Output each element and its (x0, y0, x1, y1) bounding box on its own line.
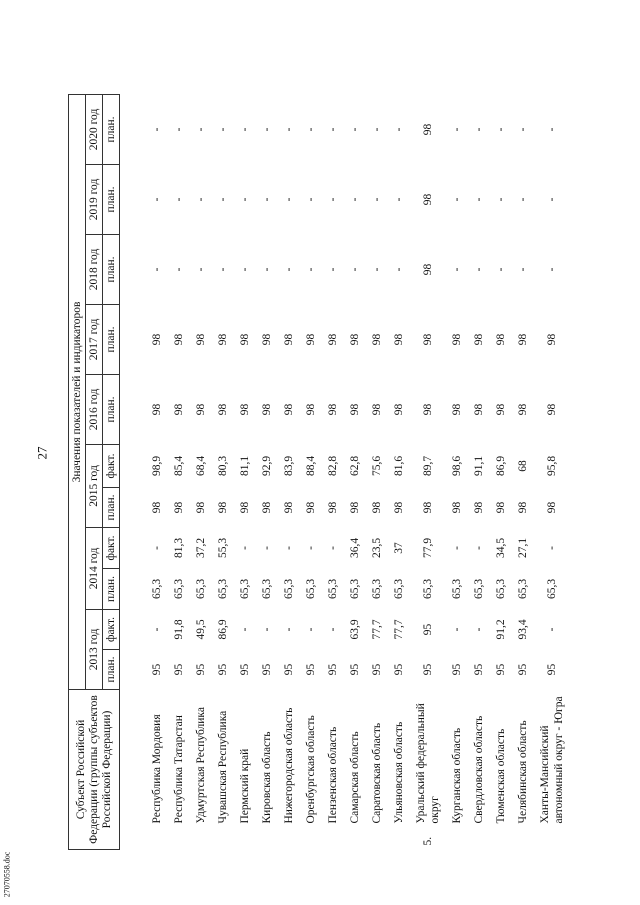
plan-header: план. (103, 568, 120, 609)
value-cell: - (239, 197, 251, 202)
value-cell: 55,3 (217, 537, 229, 559)
value-cell: 98 (151, 333, 163, 346)
table-row (300, 24, 322, 849)
value-cell: 98 (239, 403, 251, 416)
table-row (234, 24, 256, 849)
table-row (534, 24, 570, 849)
value-cell: 98 (422, 333, 434, 346)
value-cell: - (451, 197, 463, 202)
plan-header: план. (103, 487, 120, 527)
table-row (410, 24, 446, 849)
region-name: Свердловская область (473, 715, 485, 824)
value-cell: - (451, 127, 463, 132)
value-cell: 86,9 (217, 619, 229, 640)
value-cell: 98 (173, 403, 185, 416)
value-cell: 95 (451, 663, 463, 676)
row-padding (146, 24, 168, 94)
year-2014-header: 2014 год (86, 527, 103, 609)
value-cell: 98 (451, 403, 463, 416)
value-cell: - (195, 127, 207, 132)
value-cell: 98 (261, 501, 273, 514)
value-cell: 95 (327, 663, 339, 676)
year-2020-header: 2020 год (86, 94, 103, 164)
value-cell: 98 (217, 333, 229, 346)
value-cell: 98 (517, 403, 529, 416)
value-cell: 82,8 (327, 455, 339, 477)
region-name: Нижегородская область (283, 707, 295, 824)
region-name: Кировская область (261, 731, 273, 824)
value-cell: 95 (393, 663, 405, 676)
value-cell: 98 (517, 333, 529, 346)
value-cell: - (195, 267, 207, 272)
table-row (388, 24, 410, 849)
value-cell: 98 (349, 501, 361, 514)
region-name: Удмуртская Республика (195, 707, 207, 824)
value-cell: - (546, 197, 558, 202)
region-name: Уральский федеральный округ (415, 703, 441, 824)
value-cell: - (283, 267, 295, 272)
value-cell: 98 (393, 403, 405, 416)
value-cell: - (173, 267, 185, 272)
value-cell: 23,5 (371, 537, 383, 559)
value-cell: - (546, 267, 558, 272)
value-cell: 98 (371, 403, 383, 416)
value-cell: - (283, 546, 295, 550)
value-cell: 98 (173, 333, 185, 346)
value-cell: 98 (422, 263, 434, 276)
plan-header: план. (103, 304, 120, 374)
value-cell: 98 (495, 501, 507, 514)
value-cell: - (239, 267, 251, 272)
row-number (278, 828, 300, 850)
year-2016-header: 2016 год (86, 374, 103, 444)
value-cell: - (283, 627, 295, 632)
value-cell: 95 (473, 663, 485, 676)
value-cell: 98 (546, 333, 558, 346)
value-cell: - (349, 197, 361, 202)
value-cell: 65,3 (173, 578, 185, 600)
value-cell: - (151, 546, 163, 550)
value-cell: 37,2 (195, 537, 207, 559)
value-cell: 98 (451, 333, 463, 346)
table-row (446, 24, 468, 849)
value-cell: - (239, 546, 251, 550)
value-cell: 81,6 (393, 455, 405, 477)
row-number (168, 828, 190, 850)
table-row (322, 24, 344, 849)
row-padding (490, 24, 512, 94)
value-cell: 98 (393, 333, 405, 346)
value-cell: 98 (473, 501, 485, 514)
row-number (322, 828, 344, 850)
value-cell: 98 (305, 501, 317, 514)
row-number (534, 828, 570, 850)
row-number (490, 828, 512, 850)
value-cell: 63,9 (349, 619, 361, 640)
value-cell: 98 (305, 403, 317, 416)
subject-header: Субъект Российской Федерации (группы субъектов Российской Федерации) (69, 689, 120, 849)
value-cell: - (473, 127, 485, 132)
table-row (146, 24, 168, 849)
value-cell: 92,9 (261, 455, 273, 477)
value-cell: - (261, 627, 273, 632)
row-padding (344, 24, 366, 94)
value-cell: - (283, 127, 295, 132)
plan-header: план. (103, 649, 120, 689)
value-cell: 98 (327, 403, 339, 416)
row-padding (410, 24, 446, 94)
value-cell: 98 (495, 333, 507, 346)
value-cell: - (217, 197, 229, 202)
value-cell: 98 (422, 193, 434, 206)
row-padding (468, 24, 490, 94)
value-cell: 98 (495, 403, 507, 416)
value-cell: - (283, 197, 295, 202)
value-cell: 88,4 (305, 455, 317, 477)
value-cell: 98 (327, 333, 339, 346)
row-number (344, 828, 366, 850)
value-cell: 80,3 (217, 455, 229, 477)
value-cell: - (305, 627, 317, 632)
value-cell: - (517, 267, 529, 272)
value-cell: 98 (283, 333, 295, 346)
rotated-page (68, 25, 608, 850)
value-cell: 65,3 (473, 578, 485, 600)
row-padding (278, 24, 300, 94)
row-padding (300, 24, 322, 94)
value-cell: - (151, 267, 163, 272)
value-cell: 27,1 (517, 537, 529, 559)
value-cell: 98 (546, 501, 558, 514)
value-cell: 68,4 (195, 455, 207, 477)
row-number: 5. (422, 836, 434, 846)
value-cell: - (371, 267, 383, 272)
value-cell: - (546, 627, 558, 632)
value-cell: - (546, 546, 558, 550)
value-cell: - (473, 627, 485, 632)
value-cell: 98 (517, 501, 529, 514)
value-cell: 95 (283, 663, 295, 676)
row-padding (234, 24, 256, 94)
value-cell: 65,3 (217, 578, 229, 600)
value-cell: 65,3 (283, 578, 295, 600)
plan-header: план. (103, 94, 120, 164)
value-cell: 95 (151, 663, 163, 676)
year-2018-header: 2018 год (86, 234, 103, 304)
value-cell: 98 (217, 501, 229, 514)
value-cell: 65,3 (349, 578, 361, 600)
value-cell: 65,3 (371, 578, 383, 600)
value-cell: 65,3 (195, 578, 207, 600)
value-cell: - (195, 197, 207, 202)
value-cell: - (239, 627, 251, 632)
value-cell: - (327, 127, 339, 132)
table-row (278, 24, 300, 849)
value-cell: - (261, 546, 273, 550)
value-cell: - (239, 127, 251, 132)
region-name: Ульяновская область (393, 721, 405, 824)
document-footer: 27070558.doc (2, 851, 12, 898)
region-name: Ханты-Мансийский автономный округ - Югра (539, 696, 565, 824)
value-cell: - (151, 127, 163, 132)
value-cell: - (451, 546, 463, 550)
region-name: Пермский край (239, 748, 251, 824)
year-2019-header: 2019 год (86, 164, 103, 234)
row-number (256, 828, 278, 850)
value-cell: - (546, 127, 558, 132)
value-cell: 91,1 (473, 455, 485, 477)
value-cell: 98 (349, 333, 361, 346)
value-cell: 95 (217, 663, 229, 676)
value-cell: 65,3 (422, 578, 434, 600)
value-cell: 98 (151, 501, 163, 514)
value-cell: 95 (261, 663, 273, 676)
fact-header: факт. (103, 527, 120, 568)
value-cell: 91,8 (173, 619, 185, 640)
value-cell: - (327, 627, 339, 632)
region-name: Челябинская область (517, 720, 529, 824)
table-row (168, 24, 190, 849)
value-cell: 98 (239, 501, 251, 514)
value-cell: 37 (393, 542, 405, 554)
value-cell: 83,9 (283, 455, 295, 477)
value-cell: 85,4 (173, 455, 185, 477)
value-cell: 98 (195, 501, 207, 514)
value-cell: 93,4 (517, 619, 529, 640)
plan-header: план. (103, 234, 120, 304)
region-name: Республика Татарстан (173, 715, 185, 824)
value-cell: - (473, 267, 485, 272)
region-name: Самарская область (349, 731, 361, 824)
value-cell: 98 (371, 333, 383, 346)
value-cell: 95,8 (546, 455, 558, 477)
value-cell: 98 (261, 333, 273, 346)
value-cell: 98 (371, 501, 383, 514)
value-cell: - (349, 267, 361, 272)
table-row (212, 24, 234, 849)
value-cell: 77,9 (422, 537, 434, 559)
value-cell: 95 (349, 663, 361, 676)
region-name: Курганская область (451, 727, 463, 824)
value-cell: 95 (195, 663, 207, 676)
value-cell: 98 (473, 333, 485, 346)
value-cell: 95 (173, 663, 185, 676)
value-cell: 95 (305, 663, 317, 676)
value-cell: 77,7 (371, 619, 383, 640)
value-cell: 98,9 (151, 455, 163, 477)
value-cell: - (151, 627, 163, 632)
value-cell: 77,7 (393, 619, 405, 640)
value-cell: 65,3 (517, 578, 529, 600)
value-cell: - (173, 197, 185, 202)
value-cell: 98 (422, 403, 434, 416)
row-padding (322, 24, 344, 94)
row-number (234, 828, 256, 850)
value-cell: - (371, 127, 383, 132)
indicators-header: Значения показателей и индикаторов (69, 94, 86, 689)
value-cell: 95 (371, 663, 383, 676)
value-cell: - (451, 267, 463, 272)
value-cell: - (517, 197, 529, 202)
value-cell: - (327, 546, 339, 550)
row-number (146, 828, 168, 850)
value-cell: 65,3 (327, 578, 339, 600)
value-cell: 95 (517, 663, 529, 676)
value-cell: 98 (327, 501, 339, 514)
table-row (366, 24, 388, 849)
value-cell: 65,3 (261, 578, 273, 600)
value-cell: 95 (239, 663, 251, 676)
region-name: Чувашская Республика (217, 710, 229, 824)
plan-header: план. (103, 374, 120, 444)
row-number (468, 828, 490, 850)
value-cell: - (261, 267, 273, 272)
value-cell: 95 (495, 663, 507, 676)
year-2015-header: 2015 год (86, 444, 103, 527)
value-cell: 98 (217, 403, 229, 416)
table-row (256, 24, 278, 849)
value-cell: 91,2 (495, 619, 507, 640)
value-cell: 65,3 (151, 578, 163, 600)
table-row (490, 24, 512, 849)
value-cell: 98 (173, 501, 185, 514)
value-cell: 65,3 (305, 578, 317, 600)
value-cell: - (473, 546, 485, 550)
value-cell: 65,3 (495, 578, 507, 600)
value-cell: 98 (195, 403, 207, 416)
value-cell: 65,3 (451, 578, 463, 600)
value-cell: 98 (393, 501, 405, 514)
region-name: Саратовская область (371, 722, 383, 824)
value-cell: 98 (422, 501, 434, 514)
value-cell: 95 (422, 663, 434, 676)
value-cell: 98 (151, 403, 163, 416)
value-cell: - (261, 127, 273, 132)
row-padding (168, 24, 190, 94)
value-cell: - (217, 127, 229, 132)
row-number (366, 828, 388, 850)
value-cell: 81,1 (239, 455, 251, 477)
value-cell: - (517, 127, 529, 132)
row-number (512, 828, 534, 850)
year-2013-header: 2013 год (86, 609, 103, 689)
value-cell: 65,3 (393, 578, 405, 600)
year-2017-header: 2017 год (86, 304, 103, 374)
value-cell: 75,6 (371, 455, 383, 477)
value-cell: 98 (546, 403, 558, 416)
table-row (344, 24, 366, 849)
value-cell: 98 (195, 333, 207, 346)
region-name: Республика Мордовия (151, 714, 163, 824)
value-cell: 95 (422, 623, 434, 636)
row-padding (512, 24, 534, 94)
value-cell: 98 (349, 403, 361, 416)
value-cell: - (305, 127, 317, 132)
value-cell: 98 (473, 403, 485, 416)
value-cell: - (495, 127, 507, 132)
value-cell: - (305, 197, 317, 202)
table-row (190, 24, 212, 849)
row-number (190, 828, 212, 850)
region-name: Тюменская область (495, 728, 507, 824)
fact-header: факт. (103, 444, 120, 487)
row-padding (534, 24, 570, 94)
value-cell: 65,3 (239, 578, 251, 600)
value-cell: - (393, 197, 405, 202)
plan-header: план. (103, 164, 120, 234)
row-padding (366, 24, 388, 94)
value-cell: 81,3 (173, 537, 185, 559)
table-body (146, 24, 570, 849)
row-number (300, 828, 322, 850)
value-cell: - (393, 127, 405, 132)
value-cell: 98 (283, 403, 295, 416)
region-name: Оренбургская область (305, 715, 317, 824)
table-row (468, 24, 490, 849)
table-row (512, 24, 534, 849)
value-cell: - (305, 546, 317, 550)
region-name: Пензенская область (327, 726, 339, 824)
value-cell: - (371, 197, 383, 202)
value-cell: - (217, 267, 229, 272)
value-cell: - (473, 197, 485, 202)
value-cell: - (151, 197, 163, 202)
value-cell: - (327, 197, 339, 202)
value-cell: 98 (239, 333, 251, 346)
value-cell: 98 (422, 123, 434, 136)
value-cell: 62,8 (349, 455, 361, 477)
value-cell: - (451, 627, 463, 632)
value-cell: 98 (283, 501, 295, 514)
row-padding (190, 24, 212, 94)
row-number (388, 828, 410, 850)
value-cell: - (393, 267, 405, 272)
row-padding (446, 24, 468, 94)
value-cell: 98,6 (451, 455, 463, 477)
page-number: 27 (34, 446, 50, 460)
fact-header: факт. (103, 609, 120, 649)
value-cell: - (349, 127, 361, 132)
value-cell: 89,7 (422, 455, 434, 477)
row-padding (388, 24, 410, 94)
value-cell: - (495, 197, 507, 202)
indicators-table (68, 24, 570, 850)
row-number (212, 828, 234, 850)
value-cell: 98 (451, 501, 463, 514)
value-cell: 98 (261, 403, 273, 416)
value-cell: - (327, 267, 339, 272)
value-cell: 36,4 (349, 537, 361, 559)
row-padding (256, 24, 278, 94)
value-cell: 34,5 (495, 537, 507, 559)
value-cell: 49,5 (195, 619, 207, 640)
value-cell: 95 (546, 663, 558, 676)
value-cell: 86,9 (495, 455, 507, 477)
value-cell: 98 (305, 333, 317, 346)
value-cell: 68 (517, 460, 529, 472)
value-cell: 65,3 (546, 578, 558, 600)
value-cell: - (173, 127, 185, 132)
row-padding (212, 24, 234, 94)
value-cell: - (261, 197, 273, 202)
value-cell: - (495, 267, 507, 272)
row-number (446, 828, 468, 850)
value-cell: - (305, 267, 317, 272)
